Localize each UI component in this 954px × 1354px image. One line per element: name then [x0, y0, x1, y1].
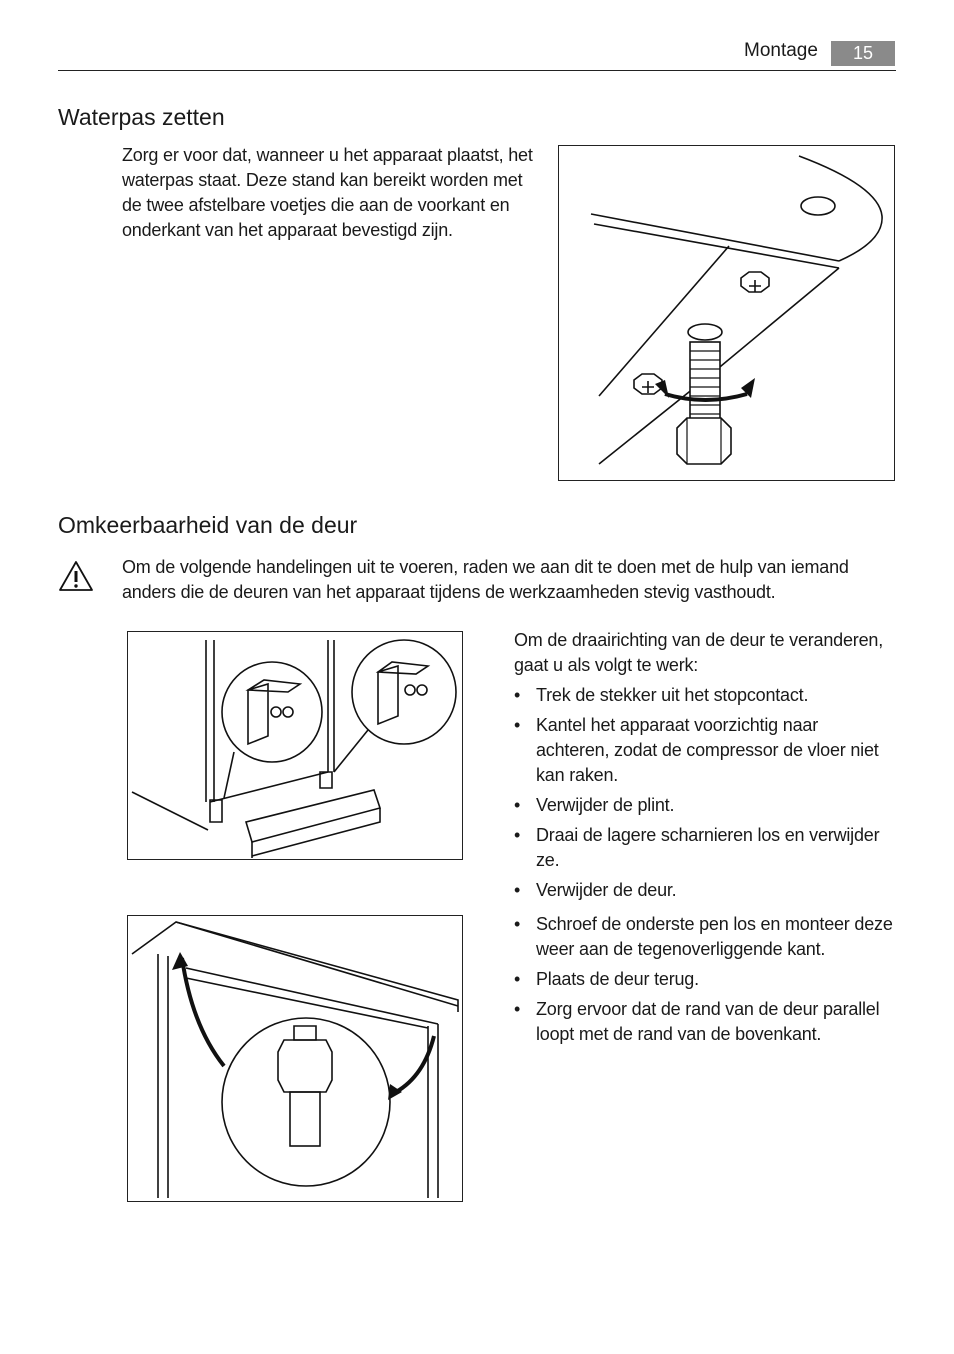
header-section-title: Montage	[744, 40, 818, 61]
door-pin-transfer-illustration	[127, 915, 463, 1202]
step-item: • Trek de stekker uit het stopcontact.	[514, 683, 894, 708]
step-item: • Plaats de deur terug.	[514, 967, 894, 992]
header-rule	[58, 70, 896, 71]
step-item: • Draai de lagere scharnieren los en verwijder ze.	[514, 823, 894, 873]
step-item: • Zorg ervoor dat de rand van de deur parallel loopt met de rand van de bovenkant.	[514, 997, 894, 1047]
step-item: • Verwijder de deur.	[514, 878, 894, 903]
warning-triangle-icon	[58, 560, 94, 592]
steps-intro: Om de draairichting van de deur te veranderen, gaat u als volgt te werk:	[514, 630, 884, 675]
step-item: • Schroef de onderste pen los en monteer deze weer aan de tegenoverliggende kant.	[514, 912, 894, 962]
waterpas-body: Zorg er voor dat, wanneer u het apparaat plaatst, het waterpas staat. Deze stand kan bereikt worden met de twee afstelbare voetjes die aan de voorkant en onderkant van het apparaat bevestigd zijn.	[122, 145, 533, 240]
step-list	[514, 683, 894, 1052]
section-title-deur: Omkeerbaarheid van de deur	[58, 512, 358, 538]
levelling-foot-illustration	[558, 145, 895, 481]
warning-text: Om de volgende handelingen uit te voeren, raden we aan dit te doen met de hulp van iemand anders die de deuren van het apparaat tijdens de werkzaamheden stevig vasthoudt.	[122, 557, 849, 602]
step-item: • Kantel het apparaat voorzichtig naar achteren, zodat de compressor de vloer niet kan raken.	[514, 713, 894, 788]
step-item: • Verwijder de plint.	[514, 793, 894, 818]
page-number: 15	[831, 41, 895, 66]
hinge-removal-illustration	[127, 631, 463, 860]
section-title-waterpas: Waterpas zetten	[58, 104, 225, 130]
